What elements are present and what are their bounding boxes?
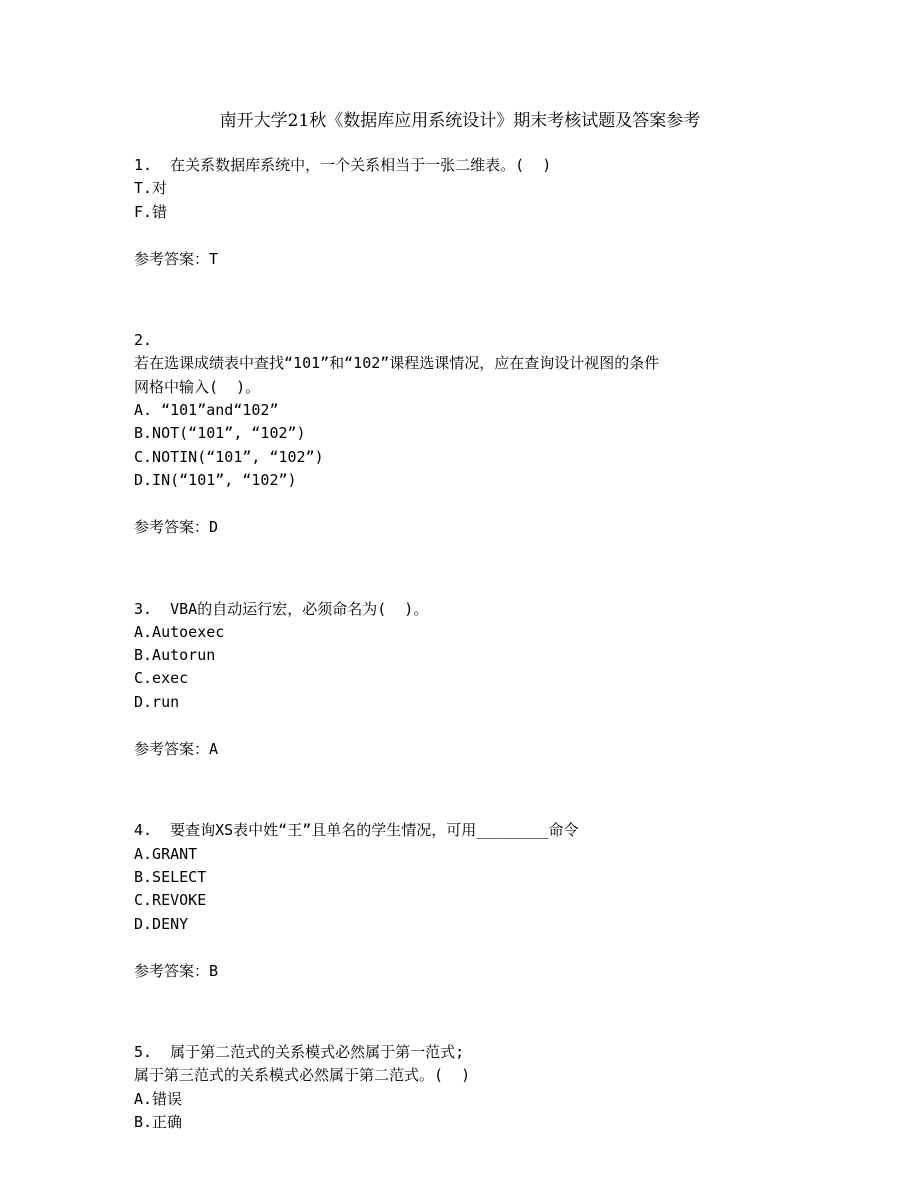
option-a: A.Autoexec (134, 622, 225, 641)
option-b: B.NOT(“101”, “102”) (134, 424, 306, 443)
option-d: D.IN(“101”, “102”) (134, 470, 297, 489)
answer-line: 参考答案：A (134, 740, 219, 759)
spacer (134, 540, 834, 598)
document-title: 南开大学21秋《数据库应用系统设计》期末考核试题及答案参考 (219, 111, 701, 131)
question-text: 3. VBA的自动运行宏，必须命名为( )。 (134, 599, 429, 618)
spacer (134, 761, 834, 819)
answer-line: 参考答案：D (134, 518, 219, 537)
question-5 (134, 1041, 834, 1134)
question-list (134, 154, 834, 1134)
option-d: D.run (134, 692, 180, 711)
spacer (134, 271, 834, 329)
answer-line: 参考答案：B (134, 961, 219, 980)
option-b: B.SELECT (134, 867, 207, 886)
option-a: A. “101”and“102” (134, 401, 279, 420)
spacer (134, 983, 834, 1041)
question-text: 1. 在关系数据库系统中，一个关系相当于一张二维表。( ) (134, 156, 552, 174)
option-a: A.GRANT (134, 844, 198, 863)
question-text: 5. 属于第二范式的关系模式必然属于第一范式; (134, 1043, 465, 1062)
question-2 (134, 329, 834, 539)
option-b: B.正确 (134, 1113, 183, 1132)
option-d: D.DENY (134, 914, 189, 933)
option-a: A.错误 (134, 1089, 183, 1108)
option-f: F.错 (134, 202, 168, 221)
question-number: 2. (134, 331, 153, 350)
question-text: 属于第三范式的关系模式必然属于第二范式。( ) (134, 1066, 471, 1085)
question-text: 网格中输入( )。 (134, 377, 261, 396)
question-4 (134, 819, 834, 983)
question-text: 若在选课成绩表中查找“101”和“102”课程选课情况，应在查询设计视图的条件 (134, 354, 660, 373)
option-c: C.NOTIN(“101”, “102”) (134, 447, 324, 466)
option-t: T.对 (134, 179, 168, 198)
option-c: C.REVOKE (134, 891, 207, 910)
answer-line: 参考答案：T (134, 249, 219, 268)
option-b: B.Autorun (134, 646, 216, 665)
question-1 (134, 154, 834, 271)
question-3 (134, 598, 834, 762)
option-c: C.exec (134, 669, 189, 688)
question-text: 4. 要查询XS表中姓“王”且单名的学生情况，可用________命令 (134, 821, 579, 840)
